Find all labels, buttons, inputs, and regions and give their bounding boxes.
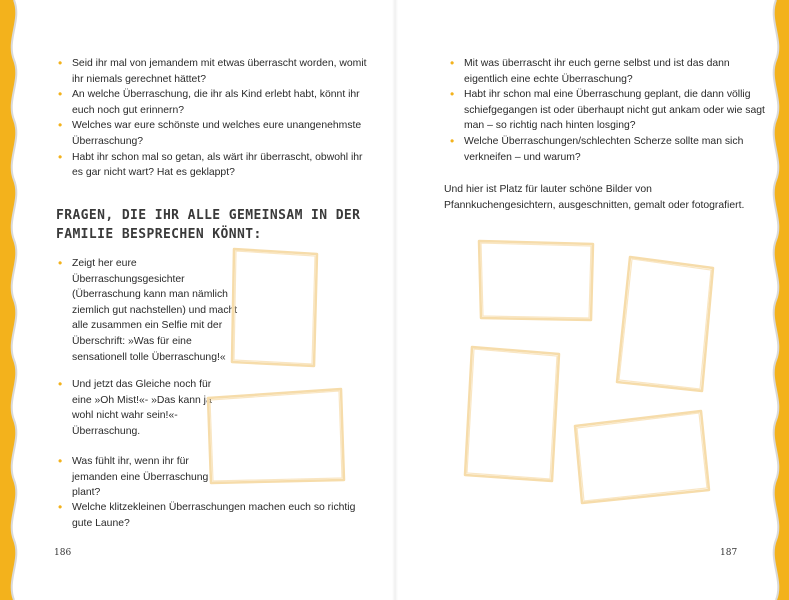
list-item: • Welche klitzekleinen Überraschungen machen euch so richtig gute Laune? — [56, 500, 374, 531]
photo-frame — [230, 246, 320, 370]
question-list — [448, 56, 766, 165]
page-number: 187 — [720, 548, 738, 558]
photo-frame — [476, 238, 596, 324]
left-wavy-edge — [0, 0, 22, 600]
photo-note: Und hier ist Platz für lauter schöne Bilder von Pfannkuchengesichtern, ausgeschnitten, gemalt oder fotografiert. — [444, 184, 745, 211]
photo-frame — [205, 386, 347, 486]
list-item: • Und jetzt das Gleiche noch für eine »Oh Mist!«- »Das kann ja wohl nicht wahr sein!«-Überraschung. — [56, 377, 224, 439]
family-question-list — [56, 377, 224, 439]
list-item: • Seid ihr mal von jemandem mit etwas überrascht worden, womit ihr niemals gerechnet hättet? — [56, 56, 374, 87]
right-page — [398, 0, 767, 600]
photo-frame — [572, 408, 712, 506]
list-item: • Welches war eure schönste und welches eure unangenehmste Überraschung? — [56, 118, 374, 149]
list-item: • Zeigt her eure Überraschungsgesichter (Überraschung kann man nämlich ziemlich gut nachstellen) und macht alle zusammen ein Selfie mit der Überschrift: »Was für eine sensationell tolle Überraschung!« — [56, 256, 238, 365]
list-item: • Welche Überraschungen/schlechten Scherze sollte man sich verkneifen – und warum? — [448, 134, 766, 165]
family-question-list — [56, 454, 220, 501]
photo-frame — [462, 344, 562, 484]
list-item: • An welche Überraschung, die ihr als Kind erlebt habt, könnt ihr euch noch gut erinnern? — [56, 87, 374, 118]
photo-frame — [614, 254, 716, 394]
list-item: • Habt ihr schon mal eine Überraschung geplant, die dann völlig schiefgegangen ist oder überhaupt nicht gut ankam oder wie sagt man – so richtig nach hinten losging? — [448, 87, 766, 134]
list-item: • Was fühlt ihr, wenn ihr für jemanden eine Überraschung plant? — [56, 454, 220, 501]
page-number: 186 — [54, 548, 72, 558]
right-wavy-edge — [767, 0, 789, 600]
list-item: • Mit was überrascht ihr euch gerne selbst und ist das dann eigentlich eine echte Überraschung? — [448, 56, 766, 87]
list-item: • Habt ihr schon mal so getan, als wärt ihr überrascht, obwohl ihr es gar nicht wart? Hat es geklappt? — [56, 150, 374, 181]
family-question-list — [56, 500, 374, 531]
intro-question-list — [56, 56, 374, 181]
family-question-list — [56, 256, 238, 365]
left-page — [22, 0, 392, 600]
section-heading: FRAGEN, DIE IHR ALLE GEMEINSAM IN DER FAMILIE BESPRECHEN KÖNNT: — [56, 208, 361, 242]
